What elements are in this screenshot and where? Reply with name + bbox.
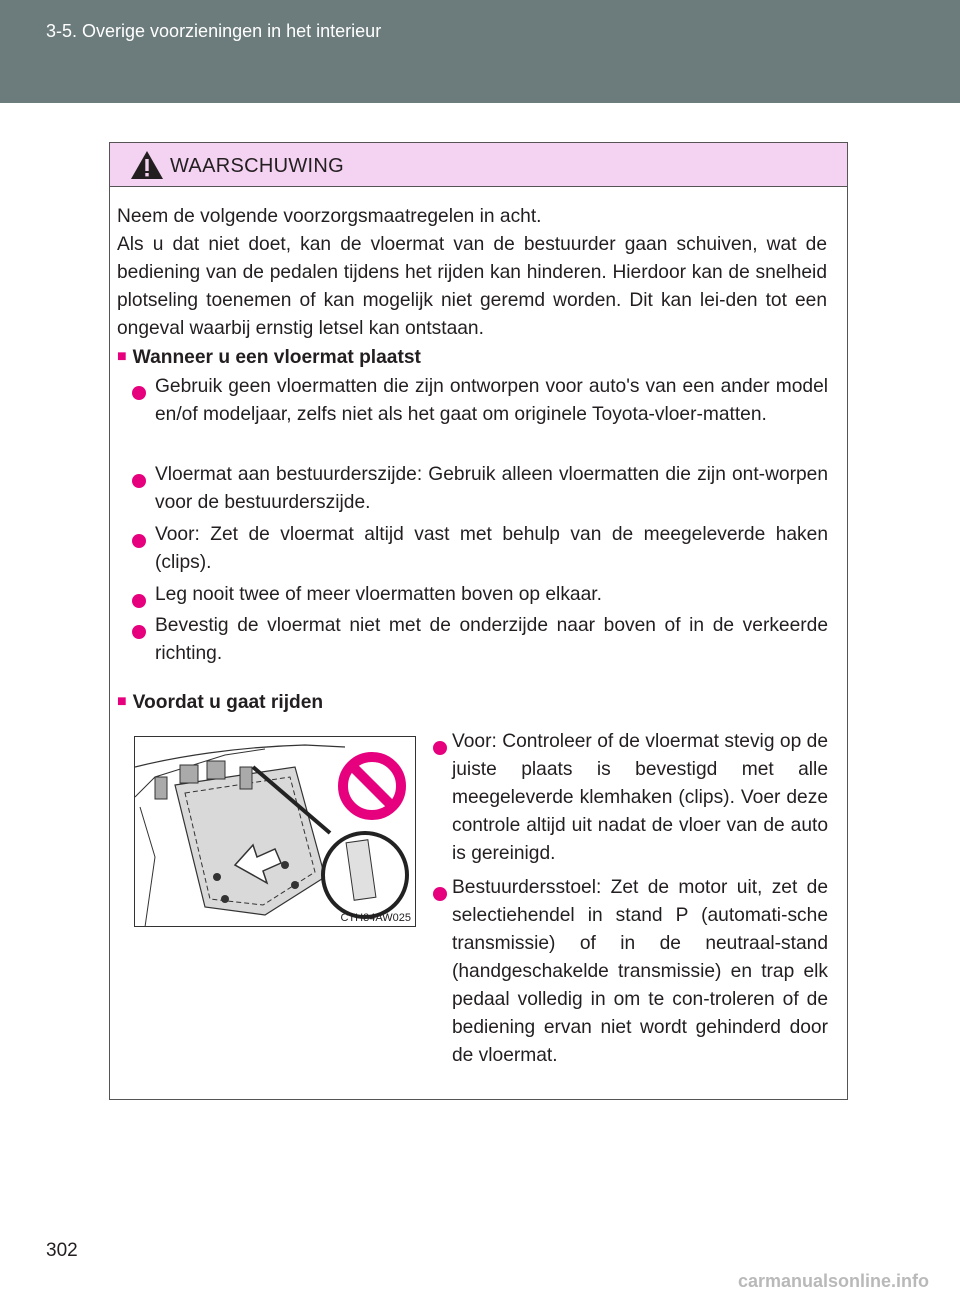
bullet-item: Leg nooit twee of meer vloermatten boven op elkaar. [155,584,602,605]
bullet-icon [433,887,447,901]
bullet-item: Bestuurdersstoel: Zet de motor uit, zet de selectiehendel in stand P (automati-sche transmissie) of in de neutraal-stand (handgeschakelde transmissie) en trap elk pedaal volledig in om te con-troleren of de bediening ervan niet wordt gehinderd door de vloermat. [452,877,828,1066]
figure-code: CTH34AW025 [340,912,411,924]
prohibition-icon [337,751,407,821]
bullet-icon [132,594,146,608]
intro-line-1: Neem de volgende voorzorgsmaatregelen in acht. [117,206,542,227]
bullet-item: Voor: Controleer of de vloermat stevig op de juiste plaats is bevestigd met alle meegeleverde klemhaken (clips). Voer deze controle altijd uit nadat de vloer van de auto is gereinigd. [452,731,828,864]
section-heading-1 [117,343,421,372]
bullet-item: Vloermat aan bestuurderszijde: Gebruik alleen vloermatten die zijn ont-worpen voor de bestuurderszijde. [155,464,828,513]
intro-paragraph: Als u dat niet doet, kan de vloermat van de bestuurder gaan schuiven, wat de bediening van de pedalen tijdens het rijden kan hinderen. Hierdoor kan de snelheid plotseling toenemen of kan mogelijk niet geremd worden. Dit kan lei-den tot een ongeval waarbij ernstig letsel kan ontstaan. [117,234,827,339]
bullet-icon [132,625,146,639]
square-bullet-icon: ■ [117,693,127,710]
warning-triangle-icon [130,150,164,180]
square-bullet-icon: ■ [117,348,127,365]
section-heading-2 [117,688,323,717]
section-heading-1-text: Wanneer u een vloermat plaatst [132,347,421,368]
bullet-icon [132,386,146,400]
section-heading-2-text: Voordat u gaat rijden [132,692,324,713]
page-number: 302 [46,1240,78,1261]
warning-intro [117,203,827,343]
bullet-item: Bevestig de vloermat niet met de onderzijde naar boven of in de verkeerde richting. [155,615,828,664]
watermark: carmanualsonline.info [738,1271,930,1291]
floor-mat-illustration [134,736,416,927]
header-band [0,0,960,103]
warning-header [110,143,847,187]
bullet-item: Gebruik geen vloermatten die zijn ontworpen voor auto's van een ander model en/of modeljaar, zelfs niet als het gaat om originele Toyota-vloer-matten. [155,376,828,425]
bullet-icon [132,474,146,488]
bullet-icon [132,534,146,548]
warning-title: WAARSCHUWING [170,155,344,177]
bullet-icon [433,741,447,755]
bullet-item: Voor: Zet de vloermat altijd vast met behulp van de meegeleverde haken (clips). [155,524,828,573]
section-title: 3-5. Overige voorzieningen in het interieur [46,21,382,41]
